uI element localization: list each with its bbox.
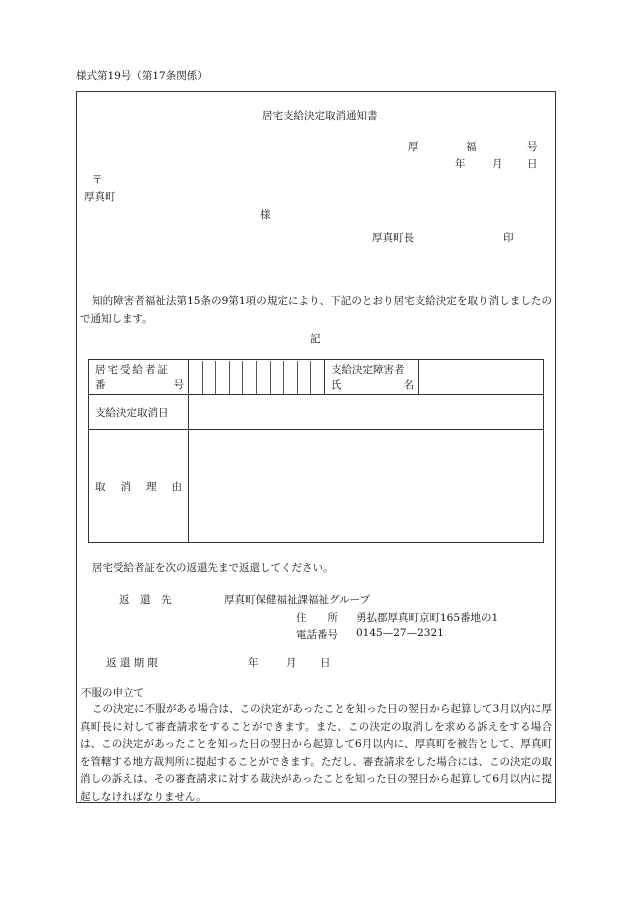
person-label: 支給決定障害者 氏 名	[325, 360, 419, 395]
cert-number-label: 居宅受給者証 番 号	[89, 360, 189, 395]
reason-label: 取 消 理 由	[89, 430, 189, 543]
return-instruction: 居宅受給者証を次の返還先まで返還してください。	[92, 562, 334, 574]
ki-marker: 記	[310, 333, 321, 345]
doc-no-a: 厚	[408, 141, 419, 153]
doc-no-c: 号	[527, 141, 538, 153]
phone-value: 0145—27—2321	[356, 627, 444, 639]
cert-number-boxes[interactable]	[189, 360, 325, 395]
form-number: 様式第19号（第17条関係）	[76, 70, 208, 82]
person-name-field[interactable]	[419, 360, 544, 395]
deadline-year: 年	[248, 657, 259, 669]
addressee-town: 厚真町	[84, 191, 116, 203]
doc-no-b: 福	[466, 141, 477, 153]
appeal-title: 不服の申立て	[81, 687, 144, 699]
date-month: 月	[492, 158, 503, 170]
deadline-month: 月	[286, 657, 297, 669]
postal-mark: 〒	[92, 174, 103, 186]
reason-field[interactable]	[189, 430, 544, 543]
intro-text: 知的障害者福祉法第15条の9第1項の規定により、下記のとおり居宅支給決定を取り消しましたので通知します。	[80, 295, 552, 325]
address-label: 住 所	[296, 612, 338, 624]
issuer-name: 厚真町長	[372, 232, 414, 244]
date-day: 日	[527, 158, 538, 170]
appeal-text: この決定に不服がある場合は、この決定があったことを知った日の翌日から起算して3月以内に厚真町長に対して審査請求をすることができます。また、この決定の取消しを求める訴えをする場合は、この決定があったことを知った日の翌日から起算して6月以内に、厚真町を被告として、厚真町を管轄する地方裁判所に提起することができます。ただし、審査請求をした場合には、この決定の取消しの訴えは、その審査請求に対する裁決があったことを知った日の翌日から起算して6月以内に提起しなければなりません。	[80, 703, 552, 803]
cancel-date-field[interactable]	[189, 395, 544, 430]
honorific: 様	[260, 209, 271, 221]
cancel-date-label: 支給決定取消日	[89, 395, 189, 430]
return-dest-label: 返 還 先	[119, 594, 172, 606]
deadline-day: 日	[320, 657, 331, 669]
seal-mark: 印	[503, 232, 514, 244]
phone-label: 電話番号	[296, 629, 338, 641]
return-dest-org: 厚真町保健福祉課福祉グループ	[224, 594, 371, 606]
deadline-label: 返 還 期 限	[106, 657, 159, 669]
address-value: 勇払郡厚真町京町165番地の1	[356, 612, 499, 624]
document-title: 居宅支給決定取消通知書	[262, 110, 378, 122]
decision-table	[88, 359, 544, 543]
date-year: 年	[455, 158, 466, 170]
